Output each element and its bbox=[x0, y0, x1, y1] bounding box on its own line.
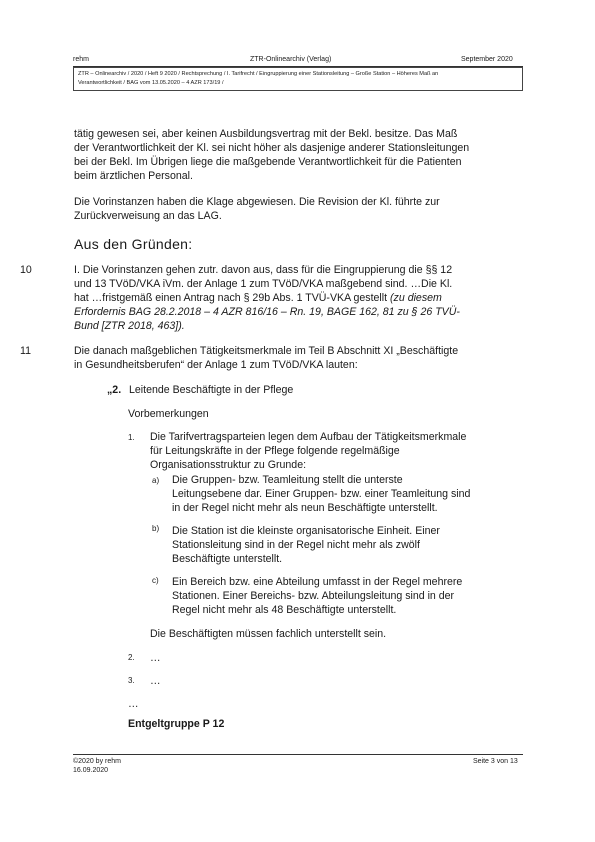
intro-line-1: tätig gewesen sei, aber keinen Ausbildungsvertrag mit der Bekl. besitze. Das Maß bbox=[74, 128, 458, 140]
sub-a-line-3: in der Regel nicht mehr als neun Beschäftigte unterstellt. bbox=[172, 502, 438, 514]
para10-citation-line-5: Bund [ZTR 2018, 463]). bbox=[74, 320, 185, 332]
section-heading: Aus den Gründen: bbox=[74, 236, 193, 252]
vorinstanzen-line-2: Zurückverweisung an das LAG. bbox=[74, 210, 222, 222]
sub-a-label: a) bbox=[152, 476, 160, 485]
footer-rule bbox=[73, 754, 523, 755]
item-1-line-1: Die Tarifvertragsparteien legen dem Aufbau der Tätigkeitsmerkmale bbox=[150, 431, 467, 443]
sub-a-line-2: Leitungsebene dar. Einer Gruppen- bzw. einer Teamleitung sind bbox=[172, 488, 471, 500]
para10-citation-start: (zu diesem bbox=[390, 292, 442, 304]
para11-line-1: Die danach maßgeblichen Tätigkeitsmerkmale im Teil B Abschnitt XI „Beschäftigte bbox=[74, 345, 459, 357]
item-2-number: 2. bbox=[128, 653, 135, 662]
footer-page: Seite 3 von 13 bbox=[473, 758, 518, 765]
sub-b-line-2: Stationsleitung sind in der Regel nicht mehr als zwölf bbox=[172, 539, 420, 551]
para10-citation-line-4: Erfordernis BAG 28.2.2018 – 4 AZR 816/16 – Rn. 19, BAGE 162, 81 zu § 26 TVÜ- bbox=[74, 306, 460, 318]
para10-line-2: und 13 TVöD/VKA iVm. der Anlage 1 zum TVöD/VKA maßgebend sind. …Die Kl. bbox=[74, 278, 453, 290]
entgeltgruppe-heading: Entgeltgruppe P 12 bbox=[128, 718, 225, 730]
sub-a-line-1: Die Gruppen- bzw. Teamleitung stellt die unterste bbox=[172, 474, 403, 486]
quote-heading-number: „2. bbox=[107, 384, 122, 396]
sub-c-line-3: Regel nicht mehr als 48 Beschäftigte unterstellt. bbox=[172, 604, 397, 616]
intro-line-4: beim ärztlichen Personal. bbox=[74, 170, 193, 182]
item-1-line-3: Organisationsstruktur zu Grunde: bbox=[150, 459, 307, 471]
sub-b-label: b) bbox=[152, 524, 160, 533]
item-2-text: … bbox=[150, 652, 161, 664]
vorbemerkungen-label: Vorbemerkungen bbox=[128, 408, 209, 420]
sub-b-line-1: Die Station ist die kleinste organisatorische Einheit. Einer bbox=[172, 525, 440, 537]
sub-b-line-3: Beschäftigte unterstellt. bbox=[172, 553, 283, 565]
header-publisher: rehm bbox=[73, 56, 89, 63]
para10-line-3-text: hat …fristgemäß einen Antrag nach § 29b Abs. 1 TVÜ-VKA gestellt bbox=[74, 292, 391, 304]
closing-sentence: Die Beschäftigten müssen fachlich unterstellt sein. bbox=[150, 628, 387, 640]
para-number-11: 11 bbox=[20, 345, 31, 357]
intro-line-2: der Verantwortlichkeit der Kl. sei nicht höher als dasjenige anderer Stationsleitungen bbox=[74, 142, 470, 154]
header-title: ZTR-Onlinearchiv (Verlag) bbox=[250, 56, 332, 63]
intro-line-3: bei der Bekl. Im Übrigen liege die maßgebende Verantwortlichkeit für die Patienten bbox=[74, 156, 462, 168]
item-3-text: … bbox=[150, 675, 161, 687]
para-number-10: 10 bbox=[20, 264, 32, 276]
footer-date: 16.09.2020 bbox=[73, 767, 109, 774]
para10-line-3 bbox=[74, 292, 442, 305]
breadcrumb-line-1: ZTR – Onlinearchiv / 2020 / Heft 9 2020 / Rechtsprechung / I. Tarifrecht / Eingruppierung einer Stationsleitung – Große Station – Höheres Maß an bbox=[78, 71, 439, 77]
item-1-line-2: für Leitungskräfte in der Pflege folgende regelmäßige bbox=[150, 445, 400, 457]
item-3-number: 3. bbox=[128, 676, 135, 685]
sub-c-label: c) bbox=[152, 576, 159, 585]
quote-heading: Leitende Beschäftigte in der Pflege bbox=[129, 384, 294, 396]
para10-line-1: I. Die Vorinstanzen gehen zutr. davon aus, dass für die Eingruppierung die §§ 12 bbox=[74, 264, 453, 276]
breadcrumb-line-2: Verantwortlichkeit / BAG vom 13.05.2020 – 4 AZR 173/19 / bbox=[78, 80, 224, 86]
sub-c-line-1: Ein Bereich bzw. eine Abteilung umfasst in der Regel mehrere bbox=[172, 576, 463, 588]
sub-c-line-2: Stationen. Einer Bereichs- bzw. Abteilungsleitung sind in der bbox=[172, 590, 455, 602]
vorinstanzen-line-1: Die Vorinstanzen haben die Klage abgewiesen. Die Revision der Kl. führte zur bbox=[74, 196, 440, 208]
quote-ellipsis: … bbox=[128, 698, 139, 710]
header-date: September 2020 bbox=[461, 56, 513, 63]
item-1-number: 1. bbox=[128, 433, 135, 442]
para11-line-2: in Gesundheitsberufen“ der Anlage 1 zum TVöD/VKA lauten: bbox=[74, 359, 358, 371]
footer-copyright: ©2020 by rehm bbox=[73, 758, 121, 765]
